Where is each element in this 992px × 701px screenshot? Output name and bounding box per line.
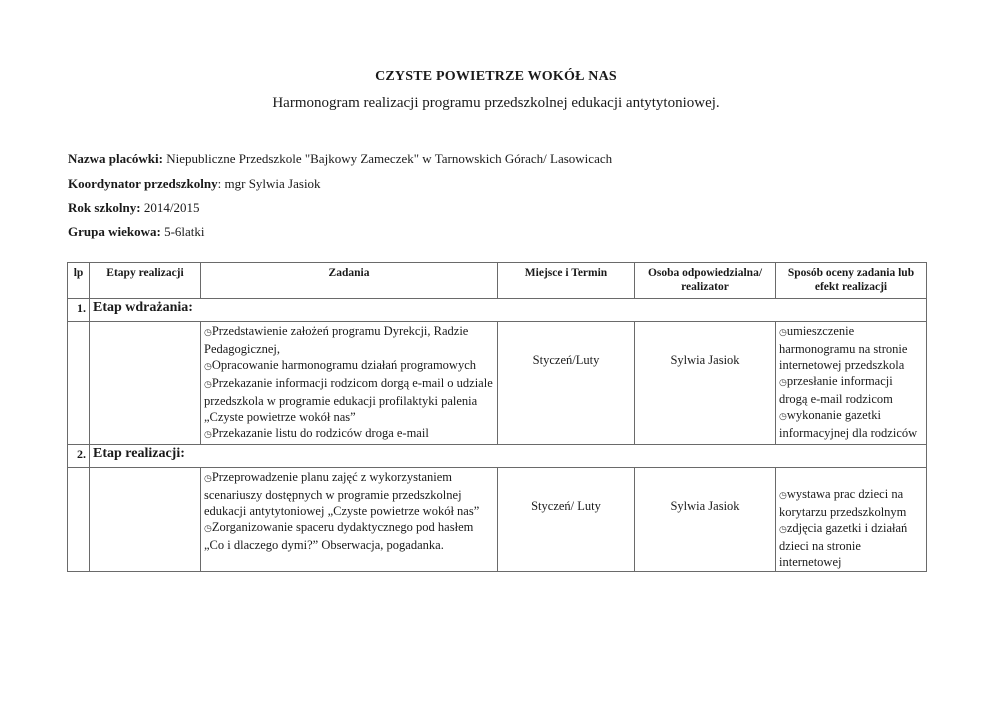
- info-grupa-value: 5-6latki: [160, 224, 205, 239]
- effect-text: przesłanie informacji drogą e-mail rodzicom: [779, 374, 893, 406]
- effect-text: wykonanie gazetki informacyjnej dla rodziców: [779, 408, 918, 440]
- clock-icon: ◷: [779, 491, 787, 501]
- miejsce-cell: Styczeń/ Luty: [498, 468, 635, 572]
- info-grupa: [68, 224, 205, 240]
- header-lp: lp: [68, 263, 90, 299]
- info-koordynator: [68, 176, 321, 192]
- etapy-cell: [90, 322, 201, 445]
- table-body: [68, 299, 927, 572]
- header-osoba: Osoba odpowiedzialna/ realizator: [635, 263, 776, 299]
- page-title: CZYSTE POWIETRZE WOKÓŁ NAS: [375, 69, 617, 84]
- table-row: [68, 468, 927, 572]
- task-item: [204, 323, 494, 357]
- task-item: [204, 375, 494, 425]
- clock-icon: ◷: [779, 412, 787, 422]
- clock-icon: ◷: [204, 362, 212, 372]
- stage-name: Etap wdrażania:: [90, 299, 927, 322]
- clock-icon: ◷: [204, 380, 212, 390]
- effect-item: [779, 323, 923, 373]
- effect-text: zdjęcia gazetki i działań dzieci na stronie internetowej: [779, 521, 908, 569]
- stage-number: 2.: [68, 445, 90, 468]
- task-text: Przekazanie listu do rodziców droga e-mail: [211, 426, 429, 440]
- header-sposob: Sposób oceny zadania lub efekt realizacji: [776, 263, 927, 299]
- task-text: Przeprowadzenie planu zajęć z wykorzystaniem scenariuszy dostępnych w programie przedszkolnej edukacji antytytoniowej „Czyste powietrze wokół nas”: [204, 470, 480, 518]
- info-rok-value: 2014/2015: [140, 200, 200, 215]
- effects-cell: [776, 468, 927, 572]
- header-etapy: Etapy realizacji: [90, 263, 201, 299]
- header-miejsce: Miejsce i Termin: [498, 263, 635, 299]
- stage-number: 1.: [68, 299, 90, 322]
- lp-cell: [68, 322, 90, 445]
- task-text: Przedstawienie założeń programu Dyrekcji, Radzie Pedagogicznej,: [204, 324, 469, 356]
- info-rok-label: Rok szkolny:: [68, 200, 141, 215]
- schedule-table: [67, 262, 927, 572]
- task-item: [204, 357, 494, 375]
- task-text: Przekazanie informacji rodzicom dorgą e-mail o udziale przedszkola w programie edukacji profilaktyki palenia „Czyste powietrze wokół nas”: [204, 376, 493, 424]
- stage-header-row: [68, 299, 927, 322]
- task-item: [204, 469, 494, 519]
- effect-text: umieszczenie harmonogramu na stronie internetowej przedszkola: [779, 324, 908, 372]
- clock-icon: ◷: [204, 328, 212, 338]
- effects-cell: [776, 322, 927, 445]
- osoba-cell: Sylwia Jasiok: [635, 322, 776, 445]
- clock-icon: ◷: [204, 430, 212, 440]
- clock-icon: ◷: [779, 378, 787, 388]
- info-placowka: [68, 151, 612, 167]
- clock-icon: ◷: [204, 524, 212, 534]
- info-koordynator-value: : mgr Sylwia Jasiok: [217, 176, 321, 191]
- info-placowka-value: Niepubliczne Przedszkole "Bajkowy Zameczek" w Tarnowskich Górach/ Lasowicach: [162, 151, 613, 166]
- task-item: [204, 425, 494, 443]
- info-koordynator-label: Koordynator przedszkolny: [68, 176, 218, 191]
- info-rok: [68, 200, 199, 216]
- clock-icon: ◷: [779, 525, 787, 535]
- clock-icon: ◷: [779, 328, 787, 338]
- stage-name: Etap realizacji:: [90, 445, 927, 468]
- info-grupa-label: Grupa wiekowa:: [68, 224, 161, 239]
- lp-cell: [68, 468, 90, 572]
- task-text: Opracowanie harmonogramu działań programowych: [211, 358, 476, 372]
- effect-item: [779, 486, 923, 520]
- tasks-cell: [201, 322, 498, 445]
- effect-item: [779, 520, 923, 570]
- etapy-cell: [90, 468, 201, 572]
- task-text: Zorganizowanie spaceru dydaktycznego pod hasłem „Co i dlaczego dymi?” Obserwacja, pogadanka.: [204, 520, 474, 552]
- osoba-cell: Sylwia Jasiok: [635, 468, 776, 572]
- info-placowka-label: Nazwa placówki:: [68, 151, 163, 166]
- clock-icon: ◷: [204, 474, 212, 484]
- table-row: [68, 322, 927, 445]
- header-zadania: Zadania: [201, 263, 498, 299]
- task-item: [204, 519, 494, 553]
- page-subtitle: Harmonogram realizacji programu przedszkolnej edukacji antytytoniowej.: [272, 95, 720, 111]
- table-header-row: [68, 263, 927, 299]
- miejsce-cell: Styczeń/Luty: [498, 322, 635, 445]
- effect-item: [779, 407, 923, 441]
- stage-header-row: [68, 445, 927, 468]
- effect-item: [779, 373, 923, 407]
- effect-text: wystawa prac dzieci na korytarzu przedszkolnym: [779, 487, 907, 519]
- tasks-cell: [201, 468, 498, 572]
